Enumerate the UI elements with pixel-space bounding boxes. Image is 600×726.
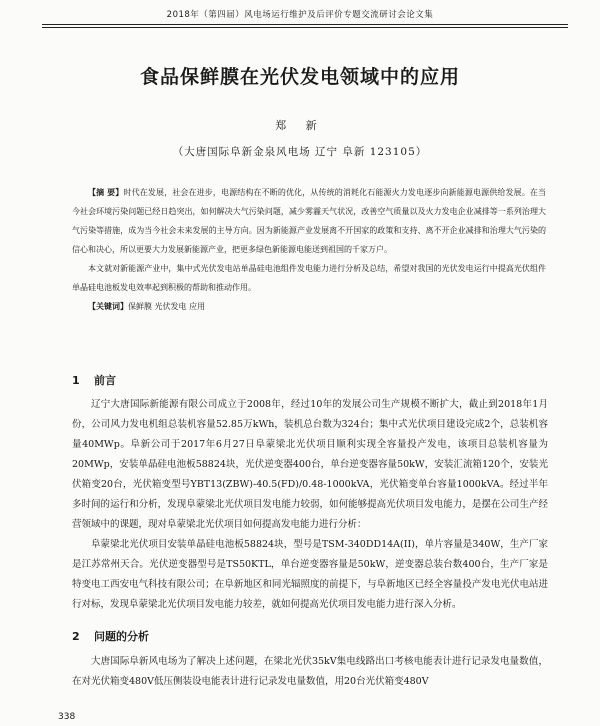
abstract-paragraph-2: 本文就对新能源产业中，集中式光伏发电站单晶硅电池组件发电能力进行分析及总结，希望对我国的光伏发电运行中提高光伏组件单晶硅电池板发电效率起到积极的帮助和推动作用。 bbox=[72, 264, 546, 292]
body-paragraph: 大唐国际阜新风电场为了解决上述问题，在梁北光伏35kV集电线路出口考核电能表计进行记录发电量数值，在对光伏箱变480V低压侧装设电能表计进行记录发电量数值，用20台光伏箱变480V bbox=[72, 656, 548, 687]
section-number: 2 bbox=[72, 630, 80, 643]
header-rule-thin bbox=[42, 27, 568, 28]
article-title: 食品保鲜膜在光伏发电领域中的应用 bbox=[139, 66, 460, 88]
body-paragraph: 阜蒙梁北光伏项目安装单晶硅电池板58824块，型号是TSM-340DD14A(II)，单片容量是340W，生产厂家是江苏常州天合。光伏逆变器型号是TS50KTL，单台逆变器容量是50kW，逆变器总装台数400台，生产厂家是特变电工西安电气科技有限公司；在阜新地区和同光辐照度的前提下，与阜新地区已经全容量投产发电光伏电站进行对标，发现阜蒙梁北光伏项目发电能力较差，就如何提高光伏项目发电能力进行深入分析。 bbox=[72, 539, 548, 610]
body-paragraph: 辽宁大唐国际新能源有限公司成立于2008年，经过10年的发展公司生产规模不断扩大，截止到2018年1月份，公司风力发电机组总装机容量52.85万kWh，装机总台数为324台；集中式光伏项目建设完成2个，总装机容量40MWp。阜新公司于2017年6月27日阜蒙梁北光伏项目顺利实现全容量投产发电，该项目总装机容量为20MWp，安装单晶硅电池板58824块，光伏逆变器400台，单台逆变器容量50kW，安装汇流箱120个，安装光伏箱变20台，光伏箱变型号YBT13(ZBW)-40.5(FD)/0.48-1000kVA，光伏箱变单台容量1000kVA。经过半年多时间的运行和分析，发现阜蒙梁北光伏项目发电能力较弱，如何能够提高光伏项目发电能力，是摆在公司生产经营领域中的课题，现对阜蒙梁北光伏项目如何提高发电能力进行分析： bbox=[72, 399, 548, 530]
page-number: 338 bbox=[58, 712, 76, 722]
keywords-label: 【关键词】 bbox=[88, 302, 128, 311]
section-title: 前言 bbox=[94, 374, 116, 387]
running-header: 2018年（第四届）风电场运行维护及后评价专题交流研讨会论文集 bbox=[166, 10, 434, 20]
author-name: 郑 新 bbox=[275, 119, 325, 132]
abstract-text: 时代在发展，社会在进步，电源结构在不断的优化，从传统的消耗化石能源火力发电逐步向新能源电源供给发展。在当今社会环境污染问题已经日趋突出，如何解决大气污染问题，减少雾霾天气状况，改善空气质量以及火力发电企业减排等一系列治理大气污染等措施，成为当今社会未来发展的主导方向。因为新能源产业发展离不开国家的政策和支持、离不开企业减排和治理大气污染的信心和决心，所以更要大力发展新能源产业，把更多绿色新能源电能送到祖国的千家万户。 bbox=[72, 188, 546, 254]
section-heading-analysis bbox=[72, 628, 149, 644]
author-affiliation: （大唐国际阜新金泉风电场 辽宁 阜新 123105） bbox=[172, 146, 428, 158]
section-title: 问题的分析 bbox=[94, 630, 149, 643]
abstract-paragraph bbox=[72, 183, 546, 259]
abstract-label: 【摘 要】 bbox=[88, 188, 124, 197]
keywords-text: 保鲜膜 光伏发电 应用 bbox=[128, 302, 206, 311]
section-body-intro bbox=[72, 395, 548, 615]
section-heading-intro bbox=[72, 372, 116, 388]
section-number: 1 bbox=[72, 374, 80, 387]
keywords-line bbox=[72, 297, 546, 316]
header-rule bbox=[42, 24, 568, 25]
abstract-block bbox=[72, 183, 546, 316]
section-body-analysis bbox=[72, 652, 548, 692]
